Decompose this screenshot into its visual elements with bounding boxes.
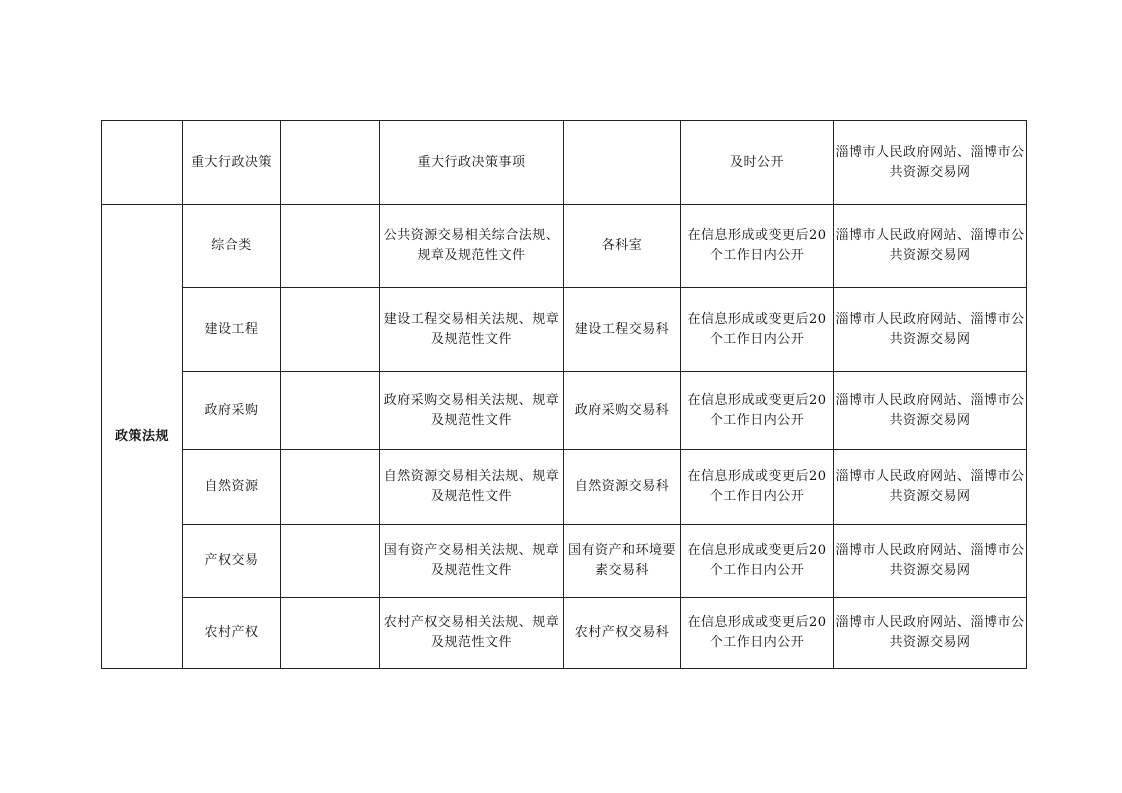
disclosure-table <box>101 120 1027 669</box>
subcategory-cell: 产权交易 <box>183 525 281 598</box>
table-row <box>102 598 1027 669</box>
category-cell-policy: 政策法规 <box>102 205 183 669</box>
subcategory-cell: 自然资源 <box>183 450 281 525</box>
basis-cell <box>281 121 380 205</box>
channel-cell: 淄博市人民政府网站、淄博市公共资源交易网 <box>834 598 1027 669</box>
basis-cell <box>281 205 380 288</box>
subcategory-cell: 政府采购 <box>183 372 281 450</box>
channel-cell: 淄博市人民政府网站、淄博市公共资源交易网 <box>834 525 1027 598</box>
subcategory-cell: 农村产权 <box>183 598 281 669</box>
table-row <box>102 205 1027 288</box>
timing-cell: 在信息形成或变更后20个工作日内公开 <box>681 450 834 525</box>
subcategory-cell: 综合类 <box>183 205 281 288</box>
department-cell: 各科室 <box>564 205 681 288</box>
channel-cell: 淄博市人民政府网站、淄博市公共资源交易网 <box>834 372 1027 450</box>
department-cell: 建设工程交易科 <box>564 288 681 372</box>
basis-cell <box>281 372 380 450</box>
basis-cell <box>281 525 380 598</box>
subcategory-cell: 重大行政决策 <box>183 121 281 205</box>
timing-cell: 及时公开 <box>681 121 834 205</box>
timing-cell: 在信息形成或变更后20个工作日内公开 <box>681 525 834 598</box>
content-cell: 建设工程交易相关法规、规章及规范性文件 <box>380 288 564 372</box>
channel-cell: 淄博市人民政府网站、淄博市公共资源交易网 <box>834 450 1027 525</box>
department-cell: 政府采购交易科 <box>564 372 681 450</box>
content-cell: 重大行政决策事项 <box>380 121 564 205</box>
channel-cell: 淄博市人民政府网站、淄博市公共资源交易网 <box>834 288 1027 372</box>
subcategory-cell: 建设工程 <box>183 288 281 372</box>
table-row <box>102 372 1027 450</box>
channel-cell: 淄博市人民政府网站、淄博市公共资源交易网 <box>834 121 1027 205</box>
content-cell: 国有资产交易相关法规、规章及规范性文件 <box>380 525 564 598</box>
basis-cell <box>281 288 380 372</box>
table-row <box>102 288 1027 372</box>
basis-cell <box>281 598 380 669</box>
timing-cell: 在信息形成或变更后20个工作日内公开 <box>681 288 834 372</box>
department-cell <box>564 121 681 205</box>
basis-cell <box>281 450 380 525</box>
timing-cell: 在信息形成或变更后20个工作日内公开 <box>681 372 834 450</box>
timing-cell: 在信息形成或变更后20个工作日内公开 <box>681 598 834 669</box>
table-row <box>102 450 1027 525</box>
department-cell: 农村产权交易科 <box>564 598 681 669</box>
department-cell: 国有资产和环境要素交易科 <box>564 525 681 598</box>
category-cell <box>102 121 183 205</box>
content-cell: 自然资源交易相关法规、规章及规范性文件 <box>380 450 564 525</box>
content-cell: 公共资源交易相关综合法规、规章及规范性文件 <box>380 205 564 288</box>
table-row <box>102 525 1027 598</box>
channel-cell: 淄博市人民政府网站、淄博市公共资源交易网 <box>834 205 1027 288</box>
content-cell: 政府采购交易相关法规、规章及规范性文件 <box>380 372 564 450</box>
content-cell: 农村产权交易相关法规、规章及规范性文件 <box>380 598 564 669</box>
timing-cell: 在信息形成或变更后20个工作日内公开 <box>681 205 834 288</box>
table-header-row <box>102 121 1027 205</box>
department-cell: 自然资源交易科 <box>564 450 681 525</box>
